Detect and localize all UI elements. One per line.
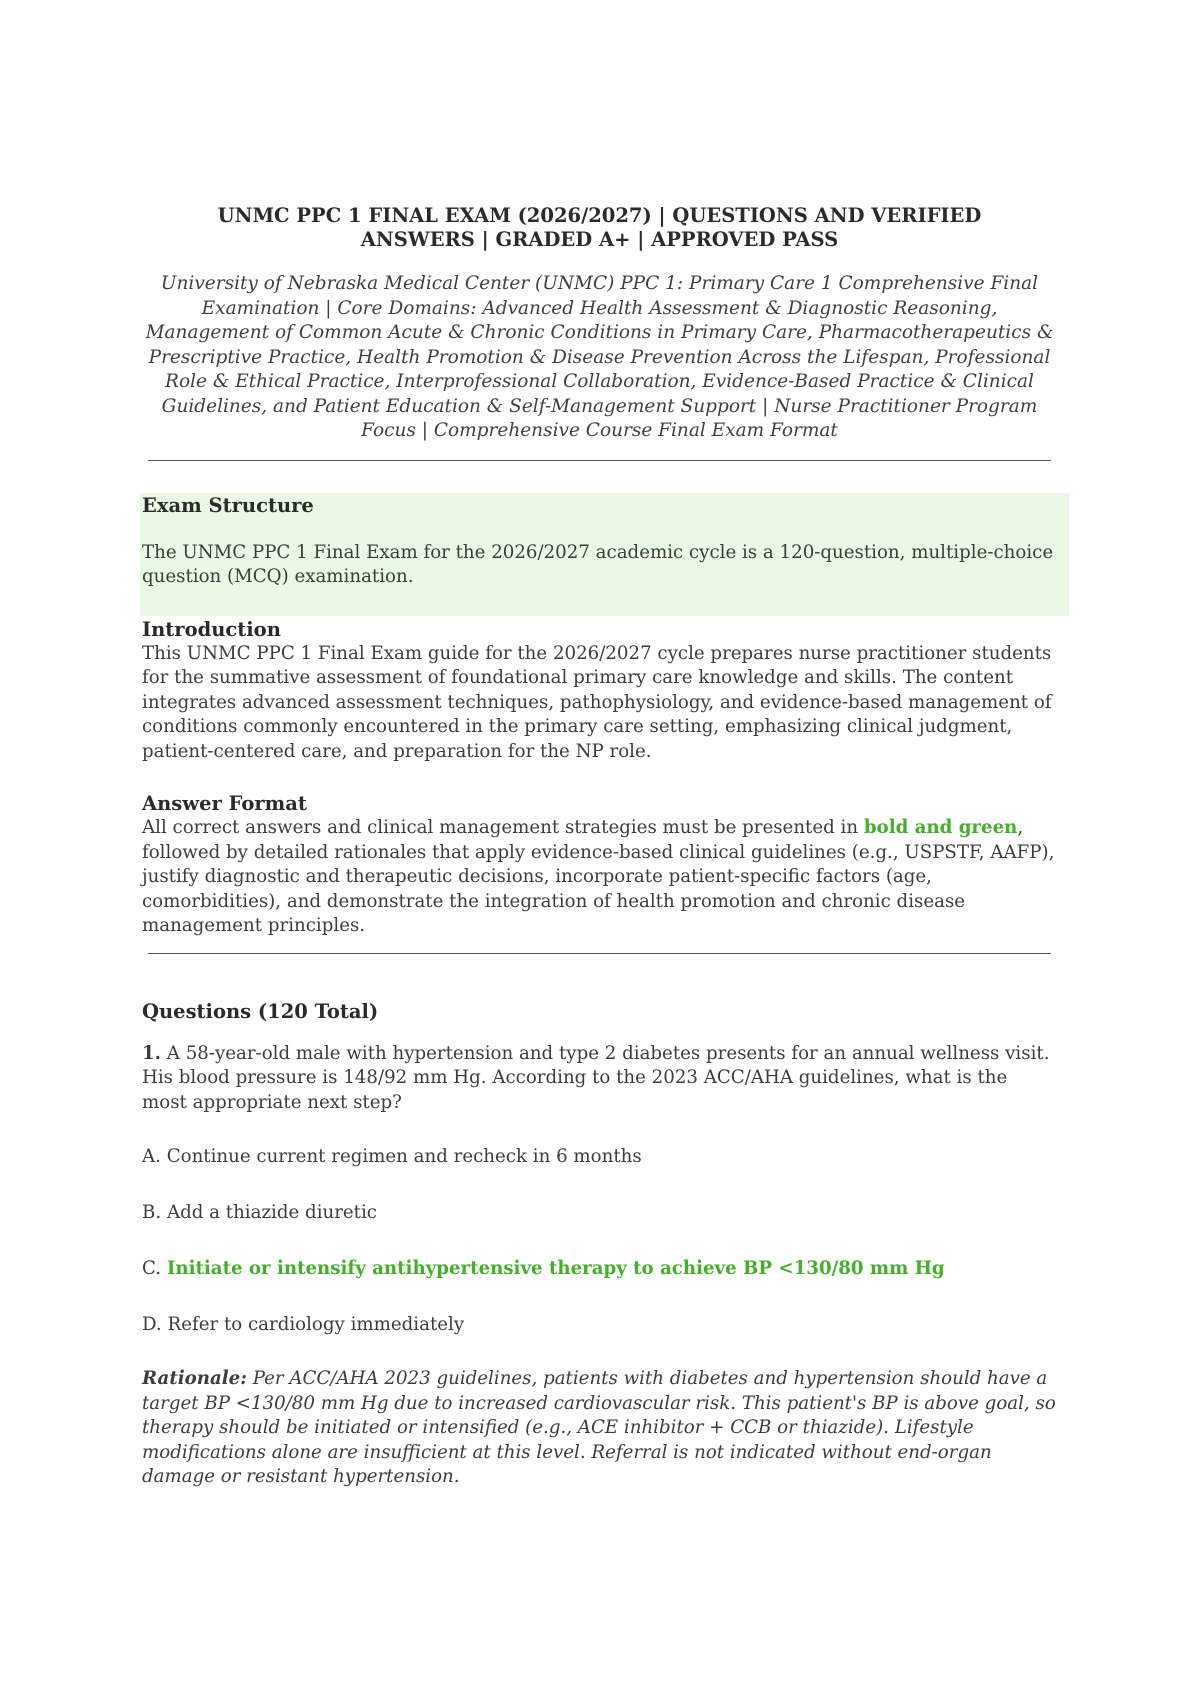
option-text: Refer to cardiology immediately — [167, 1314, 465, 1335]
question-text — [142, 1042, 1057, 1116]
divider — [148, 460, 1051, 461]
divider — [148, 953, 1051, 954]
question-stem: A 58-year-old male with hypertension and type 2 diabetes presents for an annual wellness visit. His blood pressure is 148/92 mm Hg. According to the 2023 ACC/AHA guidelines, what is the most appropriate next step? — [142, 1042, 1050, 1113]
option-text: Initiate or intensify antihypertensive therapy to achieve BP <130/80 mm Hg — [166, 1258, 945, 1279]
answer-format-highlight: bold and green — [863, 817, 1018, 838]
question-item — [142, 1042, 1057, 1490]
document-subtitle: University of Nebraska Medical Center (UNMC) PPC 1: Primary Care 1 Comprehensive Final Examination | Core Domains: Advanced Health Assessment & Diagnostic Reasoning, Management of Common Acute & Chronic Conditions in Primary Care, Pharmacotherapeutics & Prescriptive Practice, Health Promotion & Disease Prevention Across the Lifespan, Professional Role & Ethical Practice, Interprofessional Collaboration, Evidence-Based Practice & Clinical Guidelines, and Patient Education & Self-Management Support | Nurse Practitioner Program Focus | Comprehensive Course Final Exam Format — [145, 273, 1054, 441]
option-text: Continue current regimen and recheck in 6 months — [166, 1146, 642, 1167]
answer-format-text-before: All correct answers and clinical management strategies must be presented in — [142, 817, 864, 838]
question-number: 1. — [142, 1042, 161, 1064]
questions-heading: Questions (120 Total) — [142, 999, 379, 1023]
exam-structure-text: The UNMC PPC 1 Final Exam for the 2026/2027 academic cycle is a 120-question, multiple-choice question (MCQ) examination. — [142, 541, 1054, 587]
document-title: UNMC PPC 1 FINAL EXAM (2026/2027) | QUESTIONS AND VERIFIED ANSWERS | GRADED A+ | APPROVED PASS — [217, 204, 982, 251]
option-letter: A. — [142, 1146, 161, 1167]
answer-option-d — [142, 1313, 1057, 1337]
answer-option-c-correct — [142, 1257, 1057, 1281]
questions-section — [142, 1000, 1057, 1490]
answer-format-text — [142, 816, 1057, 939]
rationale-text: Per ACC/AHA 2023 guidelines, patients with diabetes and hypertension should have a target BP <130/80 mm Hg due to increased cardiovascular risk. This patient's BP is above goal, so therapy should be initiated or intensified (e.g., ACE inhibitor + CCB or thiazide). Lifestyle modifications alone are insufficient at this level. Referral is not indicated without end-organ damage or resistant hypertension. — [142, 1368, 1056, 1487]
rationale — [142, 1367, 1057, 1490]
answer-format-heading: Answer Format — [142, 792, 307, 815]
option-letter: C. — [142, 1258, 162, 1279]
exam-structure-heading: Exam Structure — [142, 493, 314, 517]
option-text: Add a thiazide diuretic — [166, 1202, 377, 1223]
exam-structure-section — [140, 493, 1069, 616]
answer-option-a — [142, 1145, 1057, 1169]
answer-option-b — [142, 1201, 1057, 1225]
rationale-label: Rationale: — [142, 1368, 247, 1389]
answer-format-text-after: , followed by detailed rationales that apply evidence-based clinical guidelines (e.g., USPSTF, AAFP), justify diagnostic and therapeutic decisions, incorporate patient-specific factors (age, comorbidities), and demonstrate the integration of health promotion and chronic disease management principles. — [142, 817, 1055, 936]
introduction-section — [142, 618, 1057, 765]
introduction-heading: Introduction — [142, 617, 281, 641]
answer-format-section — [142, 792, 1057, 939]
option-letter: B. — [142, 1202, 162, 1223]
document-page — [142, 204, 1057, 1490]
introduction-text: This UNMC PPC 1 Final Exam guide for the 2026/2027 cycle prepares nurse practitioner students for the summative assessment of foundational primary care knowledge and skills. The content integrates advanced assessment techniques, pathophysiology, and evidence-based management of conditions commonly encountered in the primary care setting, emphasizing clinical judgment, patient-centered care, and preparation for the NP role. — [142, 642, 1052, 762]
option-letter: D. — [142, 1314, 162, 1335]
